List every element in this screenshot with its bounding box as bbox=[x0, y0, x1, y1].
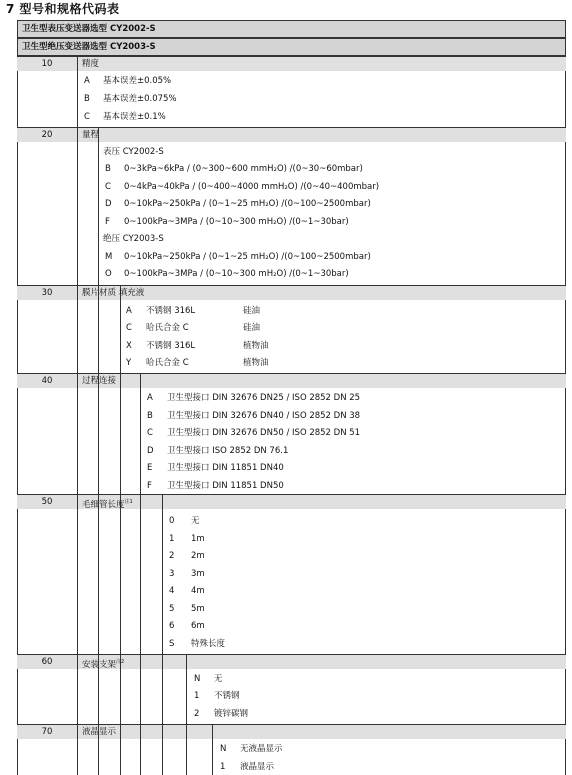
option-code: 3 bbox=[169, 569, 175, 579]
option-code: B bbox=[84, 94, 90, 104]
section-title: 膜片材质 填充液 bbox=[82, 288, 145, 298]
option-fill: 植物油 bbox=[243, 341, 269, 351]
option-code: N bbox=[194, 674, 201, 684]
option-material: 不锈钢 316L bbox=[146, 306, 196, 316]
option-code: A bbox=[84, 76, 90, 86]
option-text: 无 bbox=[191, 516, 200, 526]
section-row-range bbox=[17, 127, 566, 142]
option-code: F bbox=[147, 481, 152, 491]
option-text: 无液晶显示 bbox=[240, 744, 283, 754]
option-text: 0~4kPa~40kPa / (0~400~4000 mmH₂O) /(0~40~400mbar) bbox=[124, 182, 380, 192]
option-code: S bbox=[169, 639, 175, 649]
divider bbox=[17, 56, 566, 57]
option-text: 基本误差±0.1% bbox=[103, 112, 166, 122]
option-text: 不锈钢 bbox=[214, 691, 240, 701]
option-fill: 硅油 bbox=[243, 306, 261, 316]
section-title: 过程连接 bbox=[82, 376, 117, 386]
option-code: 0 bbox=[169, 516, 175, 526]
option-material: 不锈钢 316L bbox=[146, 341, 196, 351]
column-divider bbox=[98, 127, 99, 775]
option-code: E bbox=[147, 463, 153, 473]
section-title: 精度 bbox=[82, 59, 100, 69]
option-code: M bbox=[105, 252, 113, 262]
option-code: C bbox=[126, 323, 132, 333]
option-text: 4m bbox=[191, 586, 205, 596]
option-text: 无 bbox=[214, 674, 223, 684]
page-title: 7 型号和规格代码表 bbox=[6, 2, 120, 16]
option-text: 特殊长度 bbox=[191, 639, 226, 649]
column-divider bbox=[120, 285, 121, 775]
option-fill: 植物油 bbox=[243, 358, 269, 368]
option-code: 5 bbox=[169, 604, 175, 614]
option-text: 0~100kPa~3MPa / (0~10~300 mH₂O) /(0~1~30bar) bbox=[124, 269, 349, 279]
option-code: O bbox=[105, 269, 112, 279]
option-code: 2 bbox=[194, 709, 200, 719]
option-code: Y bbox=[126, 358, 132, 368]
option-text: 卫生型接口 DIN 11851 DN40 bbox=[167, 463, 284, 473]
divider bbox=[17, 724, 566, 725]
divider bbox=[17, 654, 566, 655]
option-code: C bbox=[84, 112, 90, 122]
option-text: 卫生型接口 DIN 32676 DN40 / ISO 2852 DN 38 bbox=[167, 411, 361, 421]
column-divider bbox=[212, 724, 213, 775]
option-text: 1m bbox=[191, 534, 205, 544]
option-code: 1 bbox=[220, 762, 226, 772]
option-text: 镀锌碳钢 bbox=[214, 709, 249, 719]
section-title: 安装支架$^{注2}$ bbox=[82, 659, 125, 670]
option-text: 基本误差±0.05% bbox=[103, 76, 172, 86]
divider bbox=[17, 127, 566, 128]
option-text: 5m bbox=[191, 604, 205, 614]
option-text: 6m bbox=[191, 621, 205, 631]
option-code: B bbox=[147, 411, 153, 421]
option-code: N bbox=[220, 744, 227, 754]
section-title: 量程 bbox=[82, 130, 100, 140]
absolute-model-header: 卫生型绝压变送器选型 CY2003-S bbox=[17, 38, 566, 56]
option-code: B bbox=[105, 164, 111, 174]
section-row-accuracy bbox=[17, 56, 566, 71]
divider bbox=[17, 373, 566, 374]
column-divider bbox=[140, 373, 141, 775]
option-text: 卫生型接口 DIN 11851 DN50 bbox=[167, 481, 284, 491]
option-text: 3m bbox=[191, 569, 205, 579]
option-code: 1 bbox=[194, 691, 200, 701]
section-code: 60 bbox=[41, 657, 53, 667]
option-text: 基本误差±0.075% bbox=[103, 94, 177, 104]
option-text: 0~10kPa~250kPa / (0~1~25 mH₂O) /(0~100~2500mbar) bbox=[124, 252, 371, 262]
footnote-marker: 注1 bbox=[124, 499, 133, 505]
section-code: 40 bbox=[41, 376, 53, 386]
column-divider bbox=[77, 56, 78, 775]
option-text: 卫生型接口 DIN 32676 DN25 / ISO 2852 DN 25 bbox=[167, 393, 361, 403]
section-code: 50 bbox=[41, 497, 53, 507]
option-code: 4 bbox=[169, 586, 175, 596]
column-divider bbox=[186, 654, 187, 775]
option-text: 0~100kPa~3MPa / (0~10~300 mH₂O) /(0~1~30bar) bbox=[124, 217, 349, 227]
section-title: 液晶显示 bbox=[82, 727, 117, 737]
option-text: 0~3kPa~6kPa / (0~300~600 mmH₂O) /(0~30~60mbar) bbox=[124, 164, 363, 174]
range-group-label: 表压 CY2002-S bbox=[103, 147, 164, 157]
option-text: 液晶显示 bbox=[240, 762, 275, 772]
option-code: X bbox=[126, 341, 132, 351]
option-code: D bbox=[105, 199, 112, 209]
option-code: 2 bbox=[169, 551, 175, 561]
section-code: 20 bbox=[41, 130, 53, 140]
option-material: 哈氏合金 C bbox=[146, 358, 189, 368]
option-code: D bbox=[147, 446, 154, 456]
section-code: 30 bbox=[41, 288, 53, 298]
option-text: 0~10kPa~250kPa / (0~1~25 mH₂O) /(0~100~2500mbar) bbox=[124, 199, 371, 209]
option-material: 哈氏合金 C bbox=[146, 323, 189, 333]
column-divider bbox=[162, 494, 163, 775]
footnote-marker: 注2 bbox=[116, 659, 125, 665]
section-code: 10 bbox=[41, 59, 53, 69]
option-code: C bbox=[147, 428, 153, 438]
option-fill: 硅油 bbox=[243, 323, 261, 333]
divider bbox=[17, 285, 566, 286]
option-code: A bbox=[147, 393, 153, 403]
option-code: 1 bbox=[169, 534, 175, 544]
option-text: 卫生型接口 DIN 32676 DN50 / ISO 2852 DN 51 bbox=[167, 428, 361, 438]
section-title: 毛细管长度$^{注1}$ bbox=[82, 499, 133, 510]
range-group-label: 绝压 CY2003-S bbox=[103, 234, 164, 244]
divider bbox=[17, 494, 566, 495]
section-code: 70 bbox=[41, 727, 53, 737]
option-text: 卫生型接口 ISO 2852 DN 76.1 bbox=[167, 446, 289, 456]
option-text: 2m bbox=[191, 551, 205, 561]
option-code: C bbox=[105, 182, 111, 192]
option-code: A bbox=[126, 306, 132, 316]
option-code: F bbox=[105, 217, 110, 227]
option-code: 6 bbox=[169, 621, 175, 631]
gauge-model-header: 卫生型表压变送器选型 CY2002-S bbox=[17, 20, 566, 38]
